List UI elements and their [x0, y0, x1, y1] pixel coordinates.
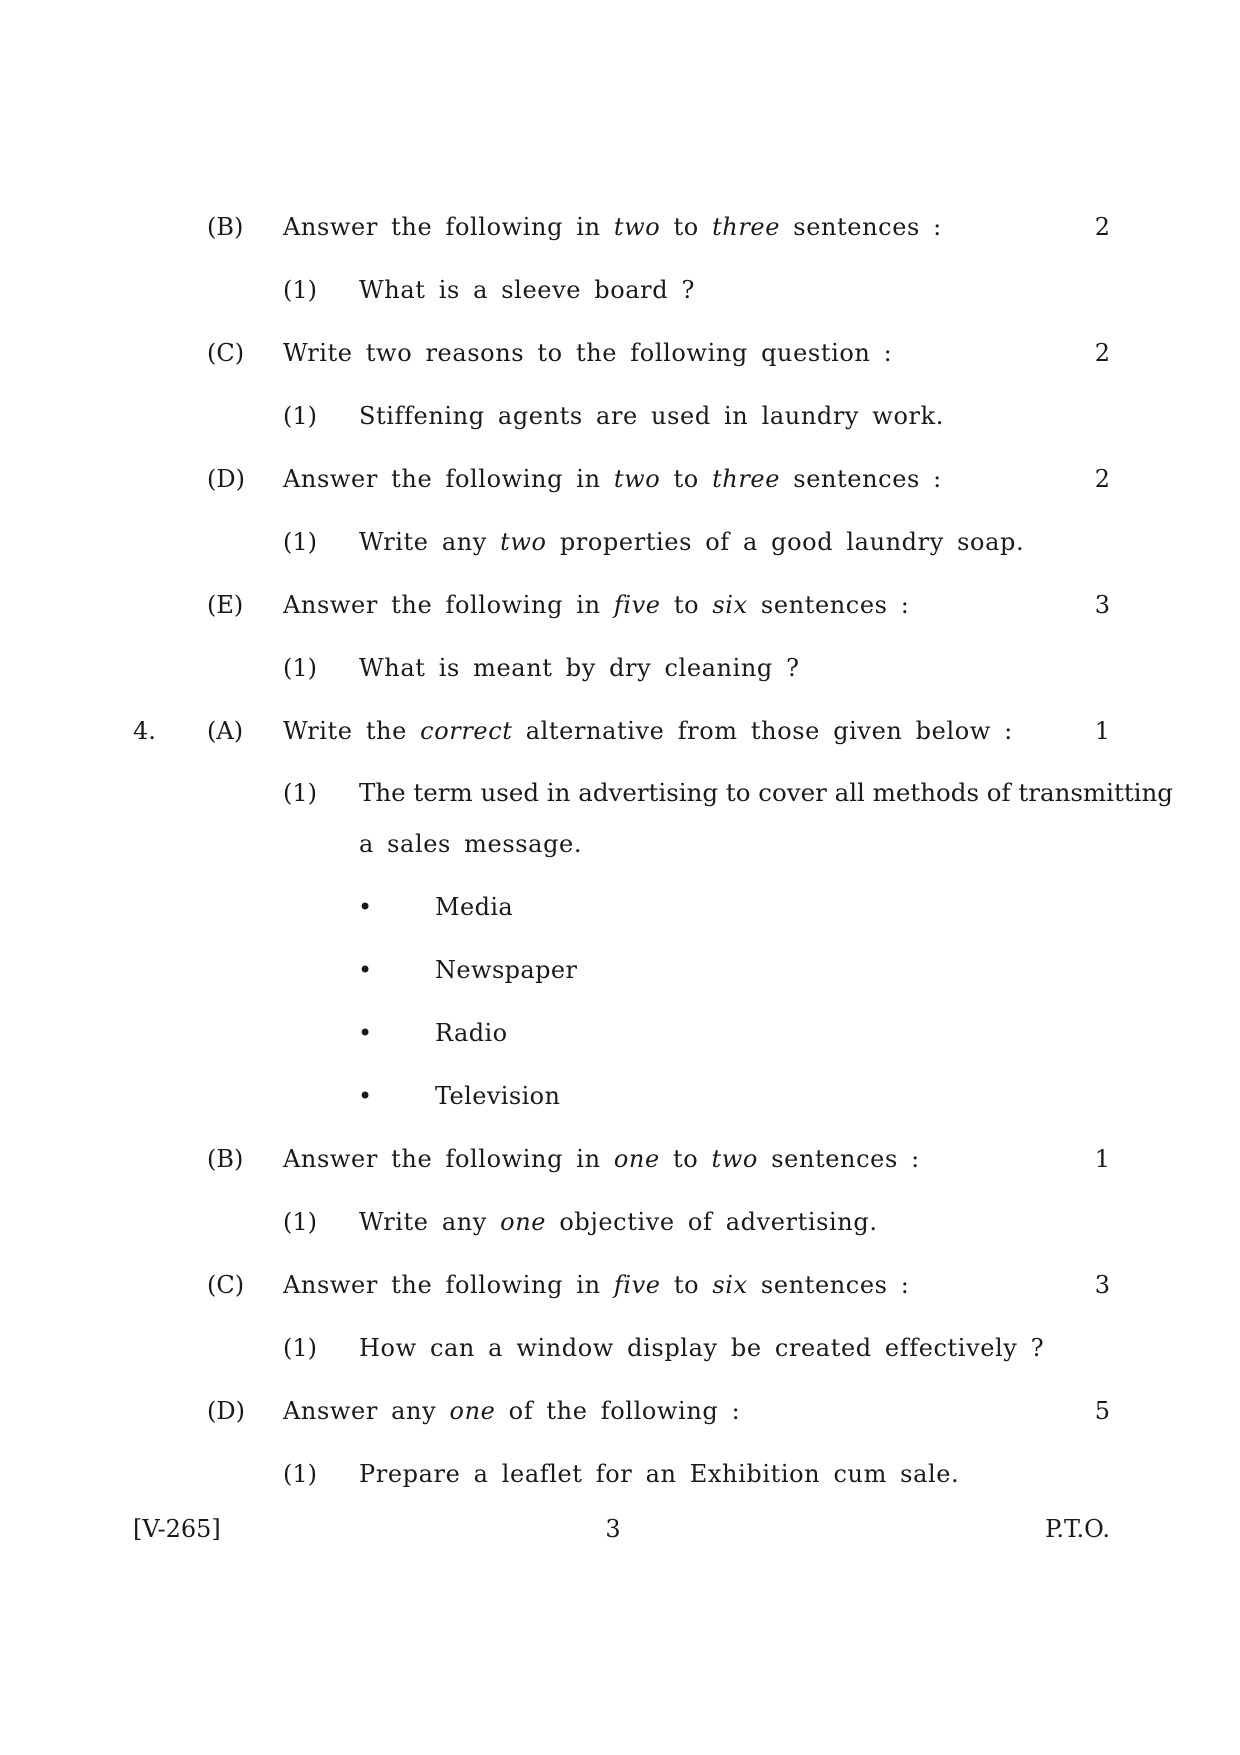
q4-c-question	[0, 1328, 1240, 1368]
question-label: (1)	[283, 276, 317, 304]
section-marks: 2	[1094, 465, 1110, 493]
bullet-icon: •	[358, 956, 373, 984]
section-b-heading	[0, 207, 1240, 247]
option-item	[0, 887, 1240, 927]
page-footer	[0, 1509, 1240, 1549]
section-instruction: Answer the following in one to two sentences :	[283, 1145, 920, 1173]
paper-code: [V-265]	[133, 1515, 221, 1543]
section-c-question	[0, 396, 1240, 436]
option-text: Media	[435, 893, 514, 921]
section-d-heading	[0, 459, 1240, 499]
section-label: (C)	[207, 1271, 245, 1299]
option-item	[0, 1013, 1240, 1053]
question-label: (1)	[283, 528, 317, 556]
question-text: How can a window display be created effectively ?	[359, 1334, 1045, 1362]
section-e-question	[0, 648, 1240, 688]
section-b-question	[0, 270, 1240, 310]
q4-a-question-line1	[0, 773, 1240, 813]
section-instruction: Answer the following in two to three sentences :	[283, 213, 942, 241]
q4-c-heading	[0, 1265, 1240, 1305]
question-text: Stiffening agents are used in laundry work.	[359, 402, 944, 430]
q4-d-question	[0, 1454, 1240, 1494]
section-marks: 3	[1094, 1271, 1110, 1299]
question-text-continued: a sales message.	[359, 830, 583, 858]
section-instruction: Answer the following in two to three sentences :	[283, 465, 942, 493]
q4-b-question	[0, 1202, 1240, 1242]
section-label: (C)	[207, 339, 245, 367]
section-label: (A)	[207, 717, 244, 745]
section-label: (B)	[207, 213, 244, 241]
q4-a-question-line2	[0, 824, 1240, 864]
question-text: Prepare a leaflet for an Exhibition cum sale.	[359, 1460, 960, 1488]
option-text: Radio	[435, 1019, 508, 1047]
question-text: What is a sleeve board ?	[359, 276, 695, 304]
bullet-icon: •	[358, 1019, 373, 1047]
please-turn-over: P.T.O.	[1045, 1515, 1110, 1543]
section-marks: 2	[1094, 213, 1110, 241]
question-number: 4.	[133, 717, 156, 745]
section-instruction: Write the correct alternative from those given below :	[283, 717, 1013, 745]
bullet-icon: •	[358, 893, 373, 921]
section-marks: 2	[1094, 339, 1110, 367]
question-label: (1)	[283, 779, 317, 807]
section-e-heading	[0, 585, 1240, 625]
section-marks: 3	[1094, 591, 1110, 619]
section-instruction: Answer the following in five to six sentences :	[283, 591, 910, 619]
section-label: (B)	[207, 1145, 244, 1173]
question-label: (1)	[283, 1334, 317, 1362]
question-label: (1)	[283, 1208, 317, 1236]
section-d-question	[0, 522, 1240, 562]
section-c-heading	[0, 333, 1240, 373]
q4-d-heading	[0, 1391, 1240, 1431]
bullet-icon: •	[358, 1082, 373, 1110]
q4-b-heading	[0, 1139, 1240, 1179]
section-marks: 1	[1094, 1145, 1110, 1173]
question-text: Write any two properties of a good laundry soap.	[359, 528, 1025, 556]
question-text: What is meant by dry cleaning ?	[359, 654, 800, 682]
question-label: (1)	[283, 654, 317, 682]
section-marks: 1	[1094, 717, 1110, 745]
question-label: (1)	[283, 1460, 317, 1488]
option-text: Newspaper	[435, 956, 578, 984]
option-item	[0, 950, 1240, 990]
section-label: (D)	[207, 1397, 245, 1425]
section-label: (E)	[207, 591, 244, 619]
section-instruction: Write two reasons to the following question :	[283, 339, 893, 367]
section-instruction: Answer the following in five to six sentences :	[283, 1271, 910, 1299]
question-text: Write any one objective of advertising.	[359, 1208, 878, 1236]
section-marks: 5	[1094, 1397, 1110, 1425]
page-number: 3	[605, 1515, 621, 1543]
option-text: Television	[435, 1082, 561, 1110]
question-text: The term used in advertising to cover all methods of transmitting	[359, 778, 1173, 807]
section-instruction: Answer any one of the following :	[283, 1397, 741, 1425]
question-label: (1)	[283, 402, 317, 430]
section-label: (D)	[207, 465, 245, 493]
option-item	[0, 1076, 1240, 1116]
q4-a-heading	[0, 711, 1240, 751]
